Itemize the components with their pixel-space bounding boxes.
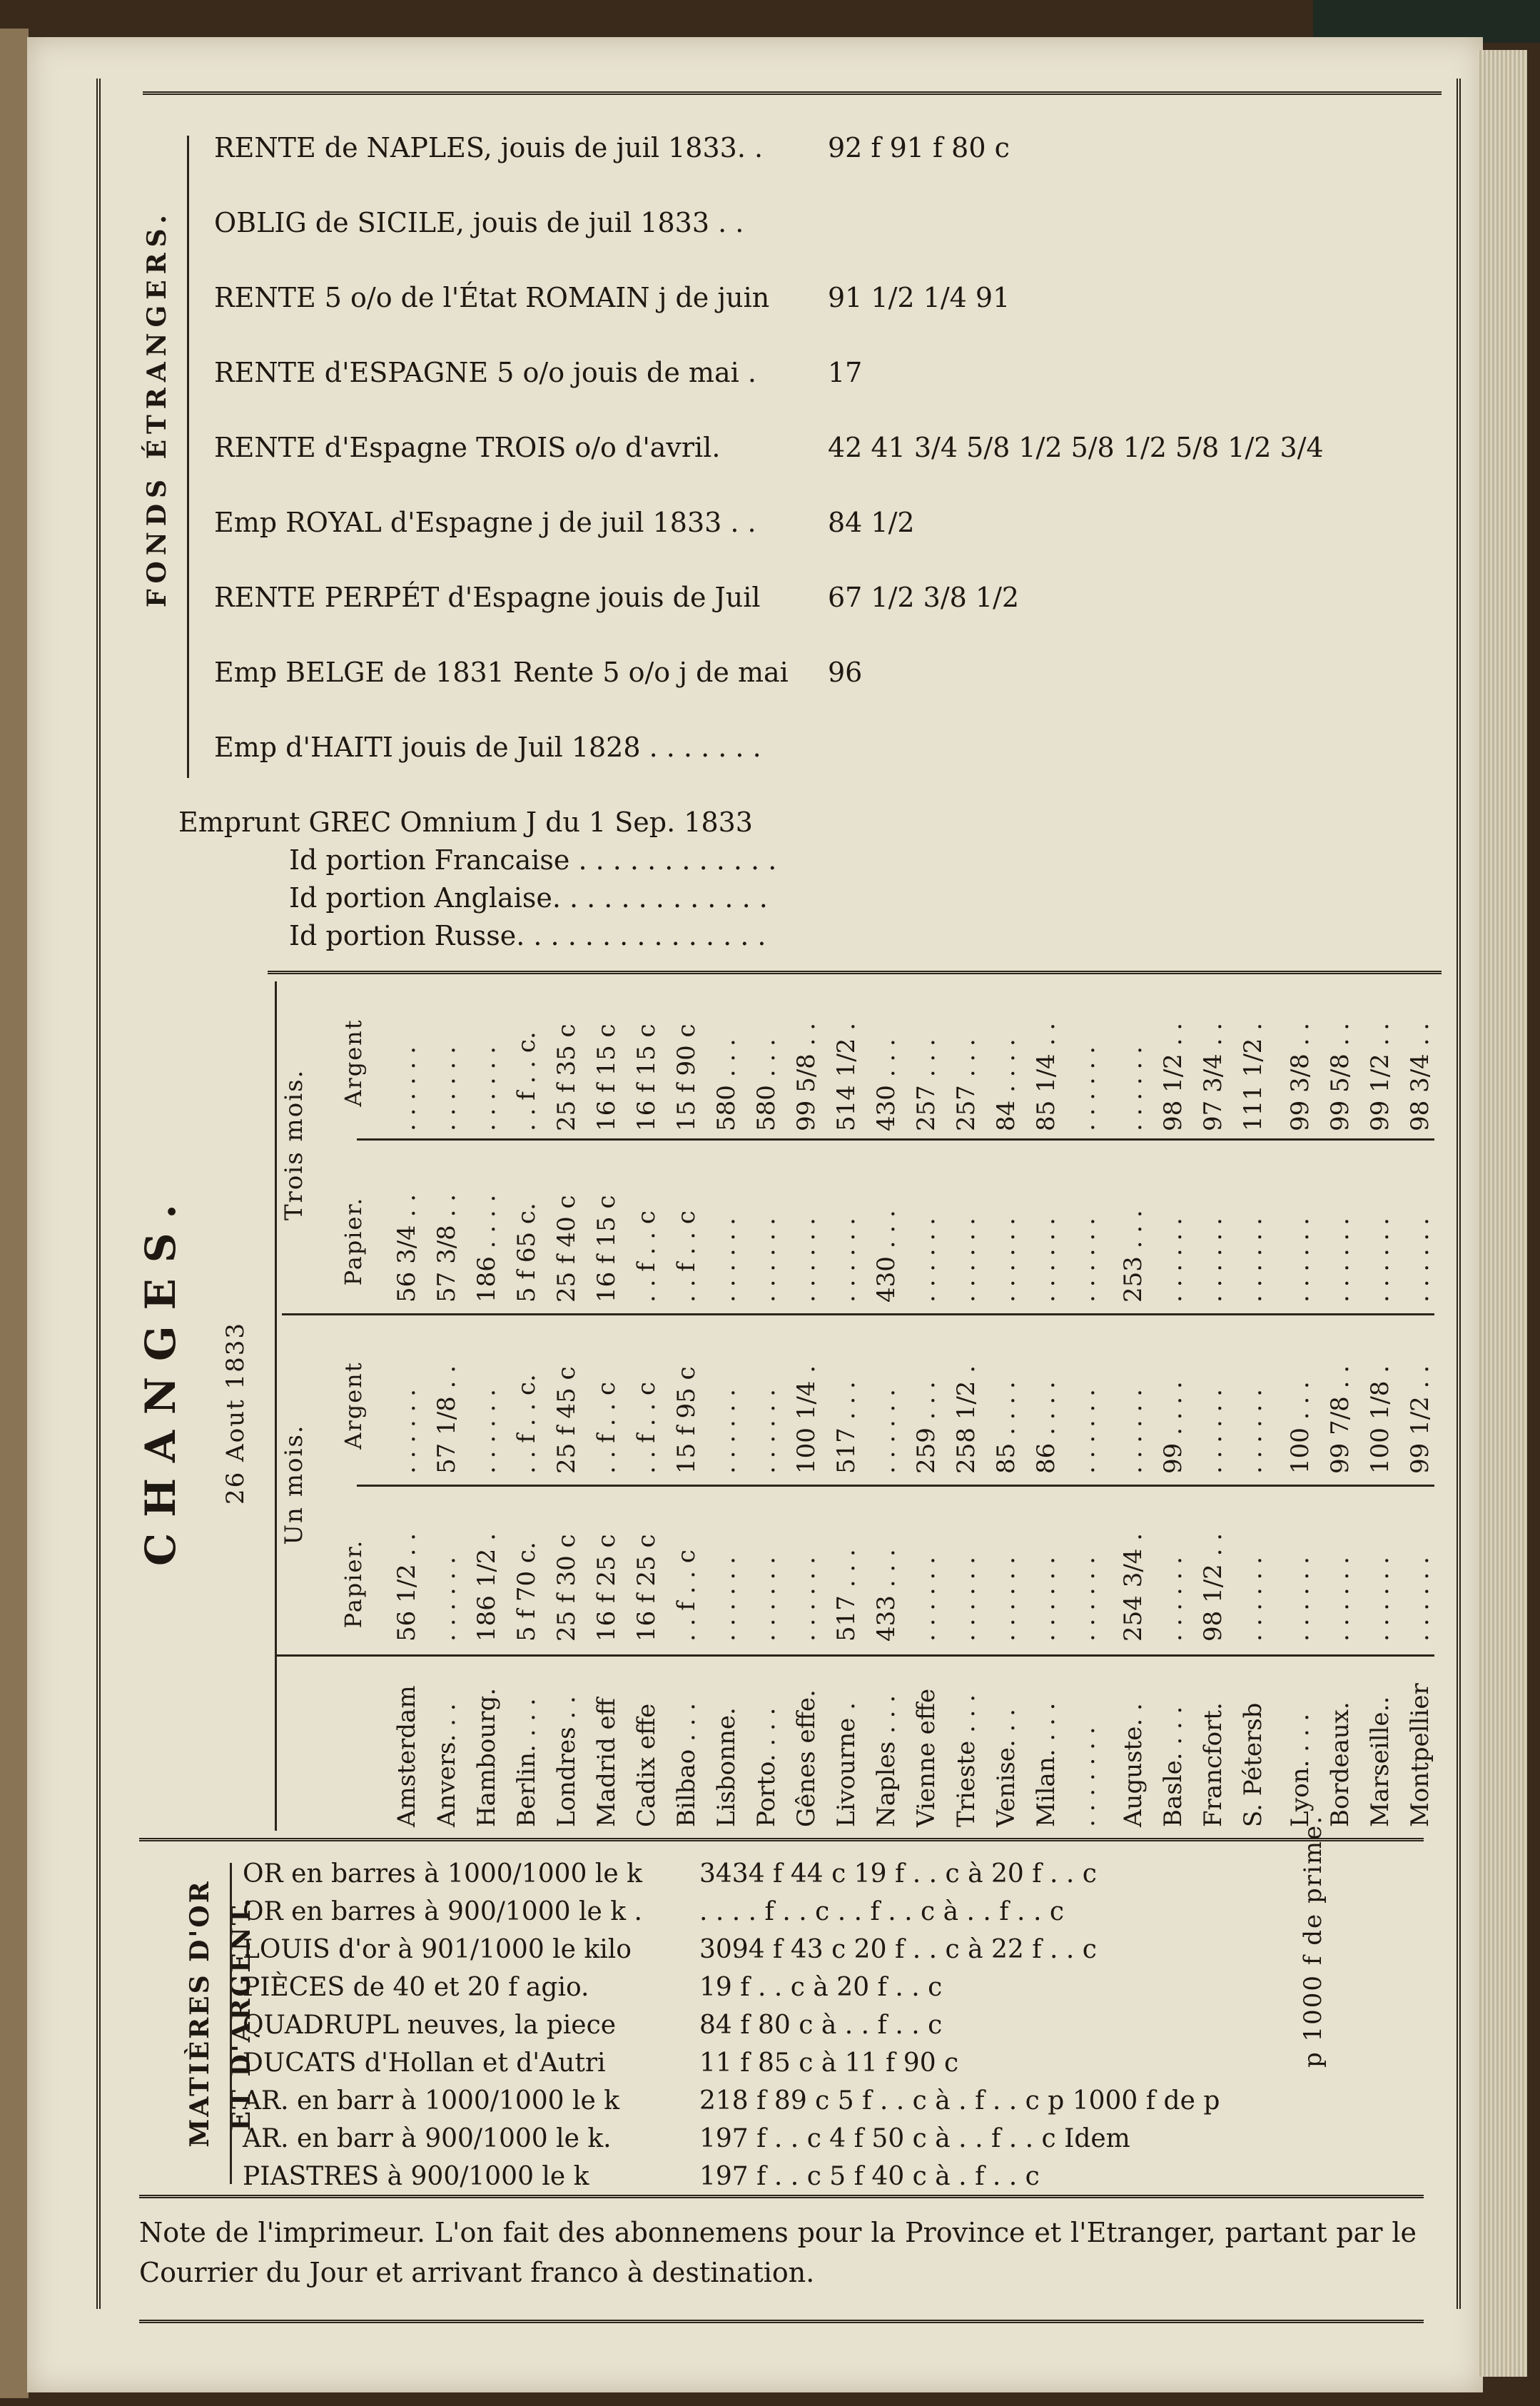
matiere-value: 11 f 85 c à 11 f 90 c — [699, 2048, 959, 2078]
change-trois-argent: . . . . . . — [472, 1046, 501, 1131]
change-place: Auguste. . — [1119, 1703, 1148, 1827]
grec-portion: Id portion Russe. . . . . . . . . . . . . . . — [289, 920, 766, 951]
matiere-label: AR. en barr à 900/1000 le k. — [243, 2124, 612, 2153]
fonds-row — [214, 282, 1010, 313]
change-trois-argent: 15 f 90 c — [672, 1023, 701, 1131]
change-trois-papier: . . . . . . — [1326, 1218, 1354, 1303]
un-mois-label: Un mois. — [280, 1424, 308, 1545]
rule-un-argent — [357, 1485, 1434, 1487]
matiere-value: 3094 f 43 c 20 f . . c à 22 f . . c — [699, 1935, 1097, 1964]
changes-heading: CHANGES. — [136, 1188, 185, 1566]
change-un-papier: 5 f 70 c. — [512, 1542, 541, 1642]
change-trois-papier: . . f . . c — [672, 1210, 701, 1303]
change-place: Lisbonne. — [712, 1707, 741, 1827]
fonds-value: 17 — [828, 357, 863, 388]
rule-un-papier — [275, 1654, 1434, 1657]
change-place: Gênes effe. — [792, 1689, 821, 1827]
grec-portion: Id portion Anglaise. . . . . . . . . . . . . — [289, 882, 768, 914]
fonds-value: 84 1/2 — [828, 507, 915, 538]
change-place: Venise. . . — [992, 1709, 1020, 1827]
matiere-label: QUADRUPL neuves, la piece — [243, 2011, 617, 2040]
change-place: Cadix effe — [632, 1703, 661, 1827]
change-trois-papier: 25 f 40 c — [552, 1195, 581, 1303]
matiere-value: 197 f . . c 4 f 50 c à . . f . . c Idem — [699, 2124, 1130, 2153]
change-trois-papier: . . . . . . — [752, 1218, 781, 1303]
change-un-papier: . . . . . . — [1406, 1557, 1434, 1642]
change-un-argent: . . . . . . — [1239, 1389, 1267, 1474]
fonds-row — [214, 357, 862, 388]
fonds-label: RENTE d'Espagne TROIS o/o d'avril. — [214, 432, 721, 463]
change-un-papier: . . . . . . — [1239, 1557, 1267, 1642]
book-cover-corner — [1313, 0, 1540, 43]
change-trois-argent: 16 f 15 c — [632, 1023, 661, 1131]
change-un-argent: 100 1/8 . — [1366, 1365, 1394, 1474]
change-un-argent: . . . . . . — [712, 1389, 741, 1474]
matiere-row — [243, 2048, 958, 2078]
grec-portion: Id portion Francaise . . . . . . . . . . . . — [289, 844, 777, 876]
change-un-papier: . . . . . . — [952, 1557, 981, 1642]
change-trois-papier: . . . . . . — [1032, 1218, 1060, 1303]
change-un-argent: . . f . . c. — [512, 1374, 541, 1474]
change-un-papier: . . . . . . — [1326, 1557, 1354, 1642]
change-trois-papier: . . . . . . — [712, 1218, 741, 1303]
change-un-argent: 100 1/4 . — [792, 1365, 821, 1474]
rule-trois-argent — [357, 1138, 1434, 1141]
change-un-papier: 25 f 30 c — [552, 1534, 581, 1642]
change-place: Porto. . . . — [752, 1707, 781, 1827]
change-trois-papier: . . . . . . — [1072, 1218, 1100, 1303]
change-un-argent: 25 f 45 c — [552, 1366, 581, 1474]
fonds-value: 91 1/2 1/4 91 — [828, 282, 1010, 313]
fonds-row — [214, 732, 828, 763]
change-un-argent: 57 1/8 . . — [432, 1365, 461, 1474]
matieres-heading-1: MATIÈRES D'OR — [185, 1879, 215, 2148]
change-un-papier: . . . . . . — [792, 1557, 821, 1642]
fonds-row — [214, 432, 1324, 463]
change-trois-argent: 99 5/8 . . — [792, 1022, 821, 1131]
note-top-rule — [139, 2195, 1424, 2198]
fonds-row — [214, 507, 915, 538]
trois-papier-label: Papier. — [340, 1196, 367, 1286]
rule-trois-papier — [282, 1313, 1434, 1315]
change-trois-papier: 16 f 15 c — [592, 1195, 621, 1303]
change-trois-argent: 257 . . . — [912, 1038, 941, 1131]
matiere-value: 84 f 80 c à . . f . . c — [699, 2011, 943, 2040]
change-trois-argent: 25 f 35 c — [552, 1023, 581, 1131]
matieres-top-rule — [139, 1838, 1424, 1841]
matiere-value: 3434 f 44 c 19 f . . c à 20 f . . c — [699, 1859, 1097, 1889]
fonds-label: RENTE PERPÉT d'Espagne jouis de Juil — [214, 582, 761, 613]
change-un-argent: 100 . . . — [1286, 1381, 1314, 1474]
change-place: Madrid eff — [592, 1698, 621, 1827]
change-place: Berlin. . . . — [512, 1698, 541, 1827]
fonds-value: 96 — [828, 657, 863, 688]
change-un-papier: 186 1/2 . — [472, 1532, 501, 1642]
change-un-papier: 517 . . . — [832, 1549, 861, 1642]
change-trois-papier: . . . . . . — [992, 1218, 1020, 1303]
change-un-papier: 16 f 25 c — [592, 1534, 621, 1642]
matieres-heading-2: ET D'ARGENT. — [226, 1896, 256, 2131]
trois-argent-label: Argent — [340, 1018, 367, 1107]
change-place: . . . . . . . — [1072, 1727, 1100, 1827]
change-trois-argent: 580 . . . — [712, 1038, 741, 1131]
change-place: Vienne effe — [912, 1688, 941, 1827]
change-trois-papier: 56 3/4 . . — [392, 1193, 421, 1303]
fonds-bracket-line — [187, 136, 189, 778]
matiere-row — [243, 1897, 1064, 1926]
change-un-argent: . . f . . c — [632, 1382, 661, 1474]
change-trois-papier: 430 . . . — [872, 1210, 901, 1303]
change-un-argent: 86 . . . . — [1032, 1381, 1060, 1474]
change-un-papier: . . . . . . — [1159, 1557, 1187, 1642]
change-un-argent: . . . . . . — [872, 1389, 901, 1474]
change-place: Lyon. . . . — [1286, 1713, 1314, 1827]
change-place: Hambourg. — [472, 1687, 501, 1827]
change-trois-argent: . . . . . . — [432, 1046, 461, 1131]
change-un-papier: . . . . . . — [712, 1557, 741, 1642]
change-place: Naples . . . — [872, 1694, 901, 1827]
change-un-argent: . . . . . . — [1119, 1389, 1148, 1474]
change-trois-argent: 84 . . . . — [992, 1038, 1020, 1131]
change-place: Livourne . — [832, 1702, 861, 1827]
change-un-argent: . . . . . . — [752, 1389, 781, 1474]
change-trois-argent: 99 1/2 . . — [1366, 1022, 1394, 1131]
change-un-papier: . . f . . c — [672, 1550, 701, 1642]
matiere-label: PIASTRES à 900/1000 le k — [243, 2162, 589, 2191]
change-trois-argent: 99 5/8 . . — [1326, 1022, 1354, 1131]
change-trois-argent: 98 1/2 . . — [1159, 1022, 1187, 1131]
change-un-papier: . . . . . . — [752, 1557, 781, 1642]
fonds-row — [214, 132, 1010, 163]
change-trois-papier: . . . . . . — [952, 1218, 981, 1303]
change-trois-papier: . . . . . . — [1406, 1218, 1434, 1303]
change-un-papier: 254 3/4 . — [1119, 1532, 1148, 1642]
change-un-papier: 56 1/2 . . — [392, 1532, 421, 1642]
fonds-label: OBLIG de SICILE, jouis de juil 1833 . . — [214, 207, 744, 238]
change-un-argent: . . f . . c — [592, 1382, 621, 1474]
fonds-label: RENTE de NAPLES, jouis de juil 1833. . — [214, 132, 764, 163]
change-un-papier: . . . . . . — [1286, 1557, 1314, 1642]
change-un-papier: . . . . . . — [992, 1557, 1020, 1642]
change-trois-argent: 16 f 15 c — [592, 1023, 621, 1131]
fonds-label: Emp d'HAITI jouis de Juil 1828 . . . . . . . — [214, 732, 761, 763]
change-un-papier: 16 f 25 c — [632, 1534, 661, 1642]
change-trois-argent: 111 1/2 . — [1239, 1022, 1267, 1131]
matiere-row — [243, 1973, 942, 2002]
change-trois-papier: . . . . . . — [1199, 1218, 1227, 1303]
prime-label: p 1000 f de prime. — [1299, 1814, 1327, 2068]
change-un-argent: 258 1/2 . — [952, 1365, 981, 1474]
change-place: Bilbao . . . — [672, 1702, 701, 1827]
change-place: Anvers. . . — [432, 1703, 461, 1827]
matiere-label: DUCATS d'Hollan et d'Autri — [243, 2048, 606, 2078]
change-place: S. Pétersb — [1239, 1702, 1267, 1827]
matiere-row — [243, 1859, 1097, 1889]
matiere-label: AR. en barr à 1000/1000 le k — [243, 2086, 620, 2116]
change-place: Francfort. — [1199, 1702, 1227, 1827]
matiere-label: OR en barres à 1000/1000 le k — [243, 1859, 642, 1889]
change-trois-argent: 85 1/4 . . — [1032, 1022, 1060, 1131]
change-un-papier: 98 1/2 . . — [1199, 1532, 1227, 1642]
change-place: Milan. . . . — [1032, 1702, 1060, 1827]
change-un-argent: . . . . . . — [472, 1389, 501, 1474]
matiere-value: . . . . f . . c . . f . . c à . . f . . c — [699, 1897, 1064, 1926]
change-trois-argent: 98 3/4 . . — [1406, 1022, 1434, 1131]
change-un-argent: 517 . . . — [832, 1381, 861, 1474]
un-papier-label: Papier. — [340, 1539, 367, 1629]
change-un-papier: . . . . . . — [1032, 1557, 1060, 1642]
change-un-papier: . . . . . . — [432, 1557, 461, 1642]
change-trois-argent: . . . . . . — [392, 1046, 421, 1131]
matieres-bracket-line — [230, 1863, 232, 2184]
fonds-value: 67 1/2 3/8 1/2 — [828, 582, 1020, 613]
matiere-row — [243, 2086, 1220, 2116]
change-un-argent: 15 f 95 c — [672, 1366, 701, 1474]
change-trois-papier: . . . . . . — [1159, 1218, 1187, 1303]
matiere-value: 218 f 89 c 5 f . . c à . f . . c p 1000 f de p — [699, 2086, 1220, 2116]
change-un-argent: . . . . . . — [1072, 1389, 1100, 1474]
fonds-row — [214, 207, 828, 238]
fonds-row — [214, 582, 1019, 613]
change-place: Amsterdam — [392, 1685, 421, 1827]
change-place: Montpellier — [1406, 1683, 1434, 1827]
matiere-value: 19 f . . c à 20 f . . c — [699, 1973, 943, 2002]
change-trois-papier: . . . . . . — [912, 1218, 941, 1303]
change-trois-argent: . . . . . . — [1119, 1046, 1148, 1131]
change-un-argent: 99 1/2 . . — [1406, 1365, 1434, 1474]
change-place: Bordeaux. — [1326, 1702, 1354, 1827]
fonds-value: 42 41 3/4 5/8 1/2 5/8 1/2 5/8 1/2 3/4 — [828, 432, 1324, 463]
change-un-argent: 99 . . . . — [1159, 1381, 1187, 1474]
trois-mois-label: Trois mois. — [280, 1068, 308, 1220]
printer-note: Note de l'imprimeur. L'on fait des abonnemens pour la Province et l'Etranger, partant par le Courrier du Jour et arrivant franco à destination. — [139, 2217, 1417, 2288]
matiere-row — [243, 2124, 1130, 2153]
changes-left-line — [275, 981, 277, 1831]
change-trois-argent: 97 3/4 . . — [1199, 1022, 1227, 1131]
change-place: Basle. . . . — [1159, 1706, 1187, 1827]
change-trois-papier: . . f . . c — [632, 1210, 661, 1303]
change-un-papier: . . . . . . — [912, 1557, 941, 1642]
change-trois-argent: 257 . . . — [952, 1038, 981, 1131]
fonds-etrangers-heading: FONDS ÉTRANGERS. — [142, 209, 172, 607]
change-trois-argent: 580 . . . — [752, 1038, 781, 1131]
change-trois-papier: 186 . . . . — [472, 1194, 501, 1303]
change-trois-papier: 57 3/8 . . — [432, 1193, 461, 1303]
change-trois-argent: 514 1/2 . — [832, 1022, 861, 1131]
change-trois-argent: . . f . . c. — [512, 1031, 541, 1131]
change-un-papier: . . . . . . — [1366, 1557, 1394, 1642]
book-binding-edge — [0, 29, 29, 2398]
change-un-argent: 259 . . . — [912, 1381, 941, 1474]
change-trois-papier: . . . . . . — [792, 1218, 821, 1303]
bottom-rule — [139, 2320, 1424, 2323]
change-trois-argent: 430 . . . — [872, 1038, 901, 1131]
fonds-label: Emp ROYAL d'Espagne j de juil 1833 . . — [214, 507, 756, 538]
page-stack-edge — [1477, 50, 1527, 2377]
change-un-argent: 99 7/8 . . — [1326, 1365, 1354, 1474]
change-un-argent: . . . . . . — [392, 1389, 421, 1474]
change-trois-papier: . . . . . . — [1239, 1218, 1267, 1303]
change-trois-papier: . . . . . . — [1366, 1218, 1394, 1303]
change-trois-argent: 99 3/8 . . — [1286, 1022, 1314, 1131]
change-un-papier: . . . . . . — [1072, 1557, 1100, 1642]
matiere-row — [243, 2011, 942, 2040]
matiere-label: OR en barres à 900/1000 le k . — [243, 1897, 642, 1926]
matiere-row — [243, 2162, 1040, 2191]
matiere-value: 197 f . . c 5 f 40 c à . f . . c — [699, 2162, 1040, 2191]
change-trois-papier: . . . . . . — [1286, 1218, 1314, 1303]
matiere-label: LOUIS d'or à 901/1000 le kilo — [243, 1935, 632, 1964]
matiere-row — [243, 1935, 1097, 1964]
fonds-label: Emp BELGE de 1831 Rente 5 o/o j de mai — [214, 657, 789, 688]
fonds-label: RENTE d'ESPAGNE 5 o/o jouis de mai . — [214, 357, 756, 388]
change-place: Londres . . — [552, 1696, 581, 1827]
fonds-value: 92 f 91 f 80 c — [828, 132, 1010, 163]
change-trois-papier: . . . . . . — [832, 1218, 861, 1303]
change-trois-papier: 253 . . . — [1119, 1210, 1148, 1303]
changes-top-rule — [268, 971, 1442, 974]
changes-date: 26 Aout 1833 — [221, 1322, 250, 1505]
change-trois-argent: . . . . . . — [1072, 1046, 1100, 1131]
change-un-papier: 433 . . . — [872, 1549, 901, 1642]
change-place: Trieste . . . — [952, 1694, 981, 1827]
change-un-argent: 85 . . . . — [992, 1381, 1020, 1474]
fonds-row — [214, 657, 862, 688]
change-place: Marseille.. — [1366, 1696, 1394, 1827]
un-argent-label: Argent — [340, 1361, 367, 1450]
matiere-label: PIÈCES de 40 et 20 f agio. — [243, 1973, 589, 2002]
grec-title: Emprunt GREC Omnium J du 1 Sep. 1833 — [178, 807, 753, 838]
change-un-argent: . . . . . . — [1199, 1389, 1227, 1474]
change-trois-papier: 5 f 65 c. — [512, 1203, 541, 1303]
fonds-label: RENTE 5 o/o de l'État ROMAIN j de juin — [214, 282, 770, 313]
top-rule — [143, 91, 1442, 95]
